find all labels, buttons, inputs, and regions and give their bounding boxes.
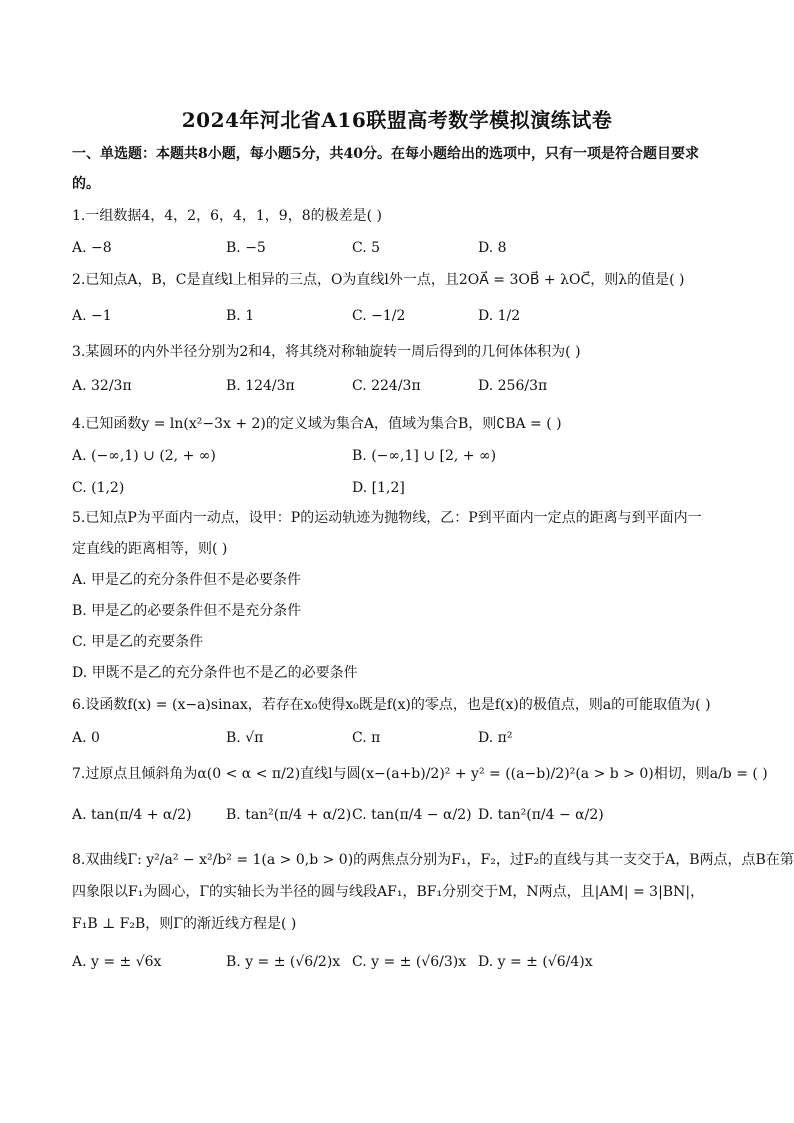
question-6-option-b: B. √π xyxy=(226,730,264,746)
question-5-option-b: B. 甲是乙的必要条件但不是充分条件 xyxy=(72,603,302,619)
question-8-stem: 8.双曲线Γ: y²/a² − x²/b² = 1(a > 0,b > 0)的两焦点分别为F₁，F₂，过F₂的直线与其一支交于A，B两点，点B在第 xyxy=(72,852,794,868)
question-6-option-d: D. π² xyxy=(478,730,513,746)
question-7-option-b: B. tan²(π/4 + α/2) xyxy=(226,807,352,823)
question-3-stem: 3.某圆环的内外半径分别为2和4，将其绕对称轴旋转一周后得到的几何体体积为( ) xyxy=(72,344,581,360)
question-1-option-d: D. 8 xyxy=(478,240,507,256)
question-3-option-b: B. 124/3π xyxy=(226,378,295,394)
question-1-option-a: A. −8 xyxy=(72,240,112,256)
question-2-option-a: A. −1 xyxy=(72,308,112,324)
question-5-option-c: C. 甲是乙的充要条件 xyxy=(72,634,204,650)
question-1-option-b: B. −5 xyxy=(226,240,266,256)
question-1-stem: 1.一组数据4，4，2，6，4，1，9，8的极差是( ) xyxy=(72,208,382,224)
question-2-option-b: B. 1 xyxy=(226,308,255,324)
question-8-option-b: B. y = ± (√6/2)x xyxy=(226,954,341,970)
question-5-stem-cont: 定直线的距离相等，则( ) xyxy=(72,541,228,557)
exam-title: 2024年河北省A16联盟高考数学模拟演练试卷 xyxy=(181,108,613,132)
section-heading: 一、单选题：本题共8小题，每小题5分，共40分。在每小题给出的选项中，只有一项是符合题目要求 xyxy=(72,146,699,162)
question-4-option-a: A. (−∞,1) ∪ (2, + ∞) xyxy=(72,448,216,464)
question-4-option-c: C. (1,2) xyxy=(72,480,125,496)
question-8-option-d: D. y = ± (√6/4)x xyxy=(478,954,593,970)
question-3-option-d: D. 256/3π xyxy=(478,378,548,394)
question-6-option-a: A. 0 xyxy=(72,730,100,746)
question-3-option-c: C. 224/3π xyxy=(352,378,421,394)
question-7-option-c: C. tan(π/4 − α/2) xyxy=(352,807,472,823)
question-7-option-d: D. tan²(π/4 − α/2) xyxy=(478,807,604,823)
question-5-option-d: D. 甲既不是乙的充分条件也不是乙的必要条件 xyxy=(72,665,358,681)
section-heading-cont: 的。 xyxy=(72,176,100,192)
question-2-stem: 2.已知点A，B，C是直线l上相异的三点，O为直线l外一点，且2OA⃗ = 3OB⃗ + λOC⃗，则λ的值是( ) xyxy=(72,272,685,288)
question-8-option-a: A. y = ± √6x xyxy=(72,954,162,970)
question-6-option-c: C. π xyxy=(352,730,381,746)
question-7-option-a: A. tan(π/4 + α/2) xyxy=(72,807,192,823)
question-4-option-d: D. [1,2] xyxy=(352,480,405,496)
question-5-stem: 5.已知点P为平面内一动点，设甲：P的运动轨迹为抛物线，乙：P到平面内一定点的距离与到平面内一 xyxy=(72,510,702,526)
question-8-stem-cont-1: 四象限以F₁为圆心，Γ的实轴长为半径的圆与线段AF₁，BF₁分别交于M，N两点，且|AM| = 3|BN|， xyxy=(72,884,705,900)
question-6-stem: 6.设函数f(x) = (x−a)sinax，若存在x₀使得x₀既是f(x)的零点，也是f(x)的极值点，则a的可能取值为( ) xyxy=(72,697,711,713)
question-4-option-b: B. (−∞,1] ∪ [2, + ∞) xyxy=(352,448,497,464)
question-3-option-a: A. 32/3π xyxy=(72,378,132,394)
question-5-option-a: A. 甲是乙的充分条件但不是必要条件 xyxy=(72,572,302,588)
question-8-stem-cont-2: F₁B ⊥ F₂B，则Γ的渐近线方程是( ) xyxy=(72,916,297,932)
question-4-stem: 4.已知函数y = ln(x²−3x + 2)的定义域为集合A，值域为集合B，则∁BA = ( ) xyxy=(72,416,562,432)
question-8-option-c: C. y = ± (√6/3)x xyxy=(352,954,467,970)
question-1-option-c: C. 5 xyxy=(352,240,381,256)
question-2-option-d: D. 1/2 xyxy=(478,308,521,324)
question-2-option-c: C. −1/2 xyxy=(352,308,406,324)
question-7-stem: 7.过原点且倾斜角为α(0 < α < π/2)直线l与圆(x−(a+b)/2)² + y² = ((a−b)/2)²(a > b > 0)相切，则a/b = ( ) xyxy=(72,766,768,782)
